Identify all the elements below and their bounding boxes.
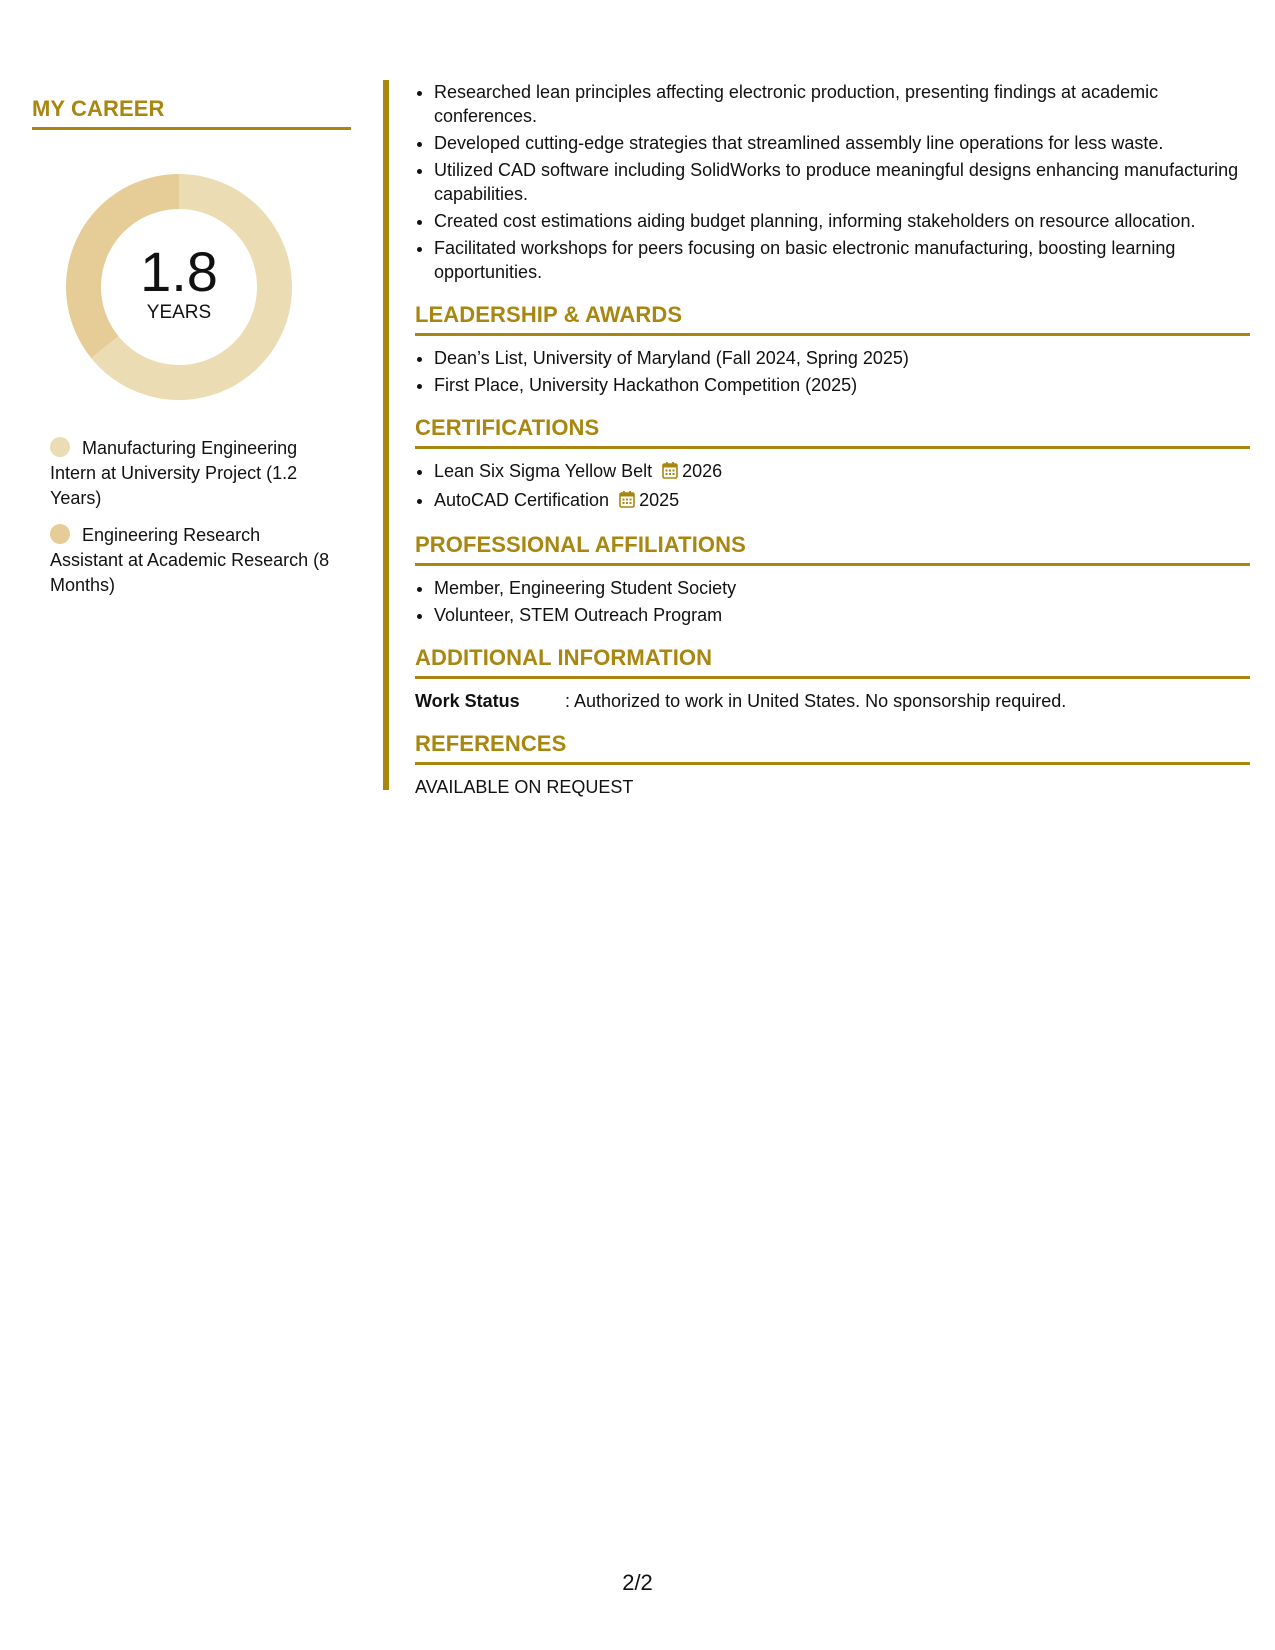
career-legend [50, 436, 330, 598]
legend-item [50, 436, 330, 511]
leadership-section [415, 302, 1250, 397]
certification-name: AutoCAD Certification [434, 490, 610, 510]
certification-name: Lean Six Sigma Yellow Belt [434, 461, 653, 481]
legend-label: Manufacturing Engineering Intern at University Project (1.2 Years) [50, 438, 298, 508]
career-years-label: YEARS [146, 302, 212, 323]
leadership-list [415, 346, 1250, 397]
affiliations-section-title: PROFESSIONAL AFFILIATIONS [415, 532, 1250, 566]
experience-bullet: • Developed cutting-edge strategies that streamlined assembly line operations for less waste. [434, 131, 1250, 155]
affiliation-item: • Volunteer, STEM Outreach Program [434, 603, 1250, 627]
additional-info-section-title: ADDITIONAL INFORMATION [415, 645, 1250, 679]
legend-dot-icon [50, 524, 70, 544]
column-divider [383, 80, 389, 790]
career-sidebar [32, 96, 351, 610]
certification-item [434, 459, 1250, 485]
donut-center [66, 174, 292, 400]
page-number: 2/2 [622, 1570, 653, 1595]
affiliations-section [415, 532, 1250, 627]
references-text: AVAILABLE ON REQUEST [415, 777, 634, 797]
experience-bullet: • Created cost estimations aiding budget planning, informing stakeholders on resource allocation. [434, 209, 1250, 233]
experience-bullet: • Researched lean principles affecting electronic production, presenting findings at academic conferences. [434, 80, 1250, 128]
additional-info-section [415, 645, 1250, 713]
certification-year: 2026 [682, 461, 723, 481]
experience-bullet-list [415, 80, 1250, 284]
career-total-years: 1.8 [140, 240, 218, 303]
legend-label: Engineering Research Assistant at Academic Research (8 Months) [50, 525, 330, 595]
certification-item [434, 488, 1250, 514]
work-status-label: Work Status [415, 691, 520, 711]
certifications-section [415, 415, 1250, 514]
resume-main-column [415, 80, 1250, 799]
career-section-title: MY CAREER [32, 96, 351, 130]
legend-dot-icon [50, 437, 70, 457]
calendar-icon [662, 461, 678, 485]
work-status-row [415, 689, 1250, 713]
leadership-item: • Dean’s List, University of Maryland (Fall 2024, Spring 2025) [434, 346, 1250, 370]
affiliation-item: • Member, Engineering Student Society [434, 576, 1250, 600]
legend-item [50, 523, 330, 598]
experience-bullet: • Facilitated workshops for peers focusing on basic electronic manufacturing, boosting learning opportunities. [434, 236, 1250, 284]
leadership-section-title: LEADERSHIP & AWARDS [415, 302, 1250, 336]
work-status-value: : Authorized to work in United States. No sponsorship required. [565, 691, 1067, 711]
leadership-item: • First Place, University Hackathon Competition (2025) [434, 373, 1250, 397]
career-donut-chart [66, 174, 292, 400]
affiliations-list [415, 576, 1250, 627]
references-section [415, 731, 1250, 799]
experience-bullet: • Utilized CAD software including SolidWorks to produce meaningful designs enhancing manufacturing capabilities. [434, 158, 1250, 206]
certifications-section-title: CERTIFICATIONS [415, 415, 1250, 449]
certification-year: 2025 [639, 490, 680, 510]
references-section-title: REFERENCES [415, 731, 1250, 765]
calendar-icon [619, 490, 635, 514]
certifications-list [415, 459, 1250, 514]
